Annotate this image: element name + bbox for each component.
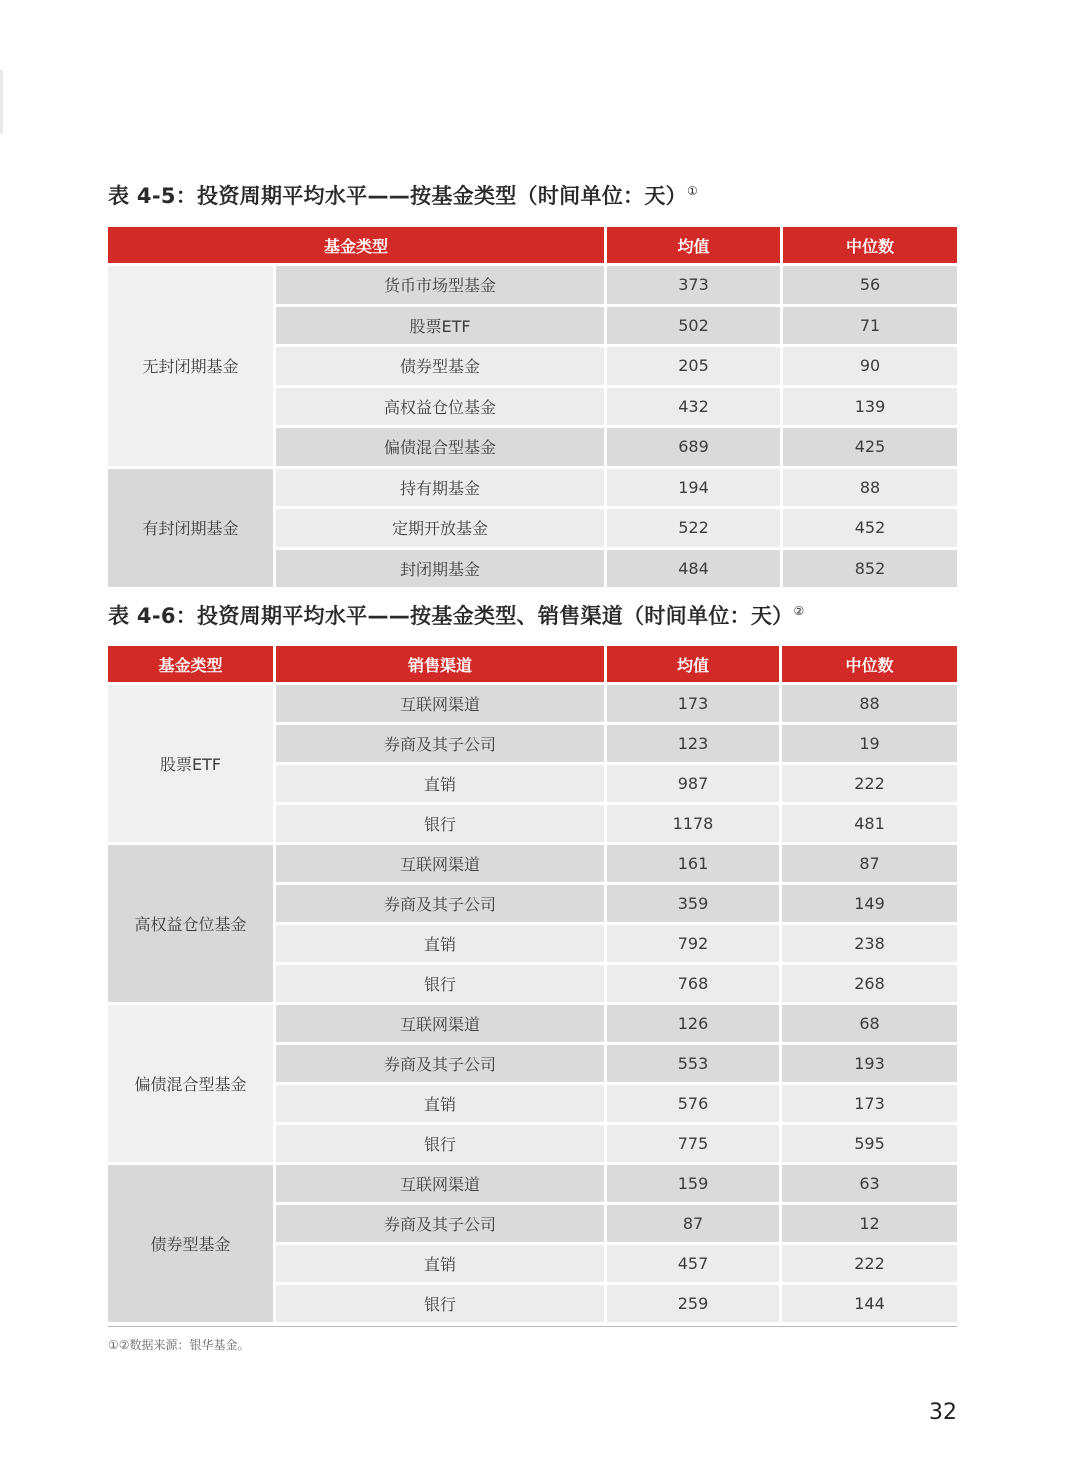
channel-cell: 互联网渠道 [276,685,604,722]
table-4-6-title-text: 表 4-6：投资周期平均水平——按基金类型、销售渠道（时间单位：天） [108,604,794,628]
median-cell: 88 [782,685,957,722]
table-row [108,845,957,882]
table-4-6 [105,643,960,1325]
footnote: ①②数据来源：银华基金。 [108,1338,250,1352]
fund-type-cell: 偏债混合型基金 [276,428,604,466]
group-label: 高权益仓位基金 [108,845,273,1002]
median-cell: 63 [782,1165,957,1202]
median-cell: 595 [782,1125,957,1162]
table-4-5-title-note: ① [686,184,699,198]
mean-cell: 987 [607,765,779,802]
median-cell: 149 [782,885,957,922]
table-4-5-title [108,180,698,210]
mean-cell: 502 [607,307,780,345]
channel-cell: 直销 [276,1085,604,1122]
mean-cell: 126 [607,1005,779,1042]
channel-cell: 银行 [276,1285,604,1322]
median-cell: 56 [783,266,957,304]
channel-cell: 券商及其子公司 [276,1045,604,1082]
channel-cell: 券商及其子公司 [276,1205,604,1242]
channel-cell: 券商及其子公司 [276,725,604,762]
channel-cell: 直销 [276,925,604,962]
mean-cell: 553 [607,1045,779,1082]
header-median: 中位数 [782,646,957,682]
channel-cell: 银行 [276,1125,604,1162]
median-cell: 19 [782,725,957,762]
mean-cell: 689 [607,428,780,466]
table-row [108,685,957,722]
mean-cell: 1178 [607,805,779,842]
median-cell: 71 [783,307,957,345]
header-fund-type: 基金类型 [108,227,604,263]
group-label: 债券型基金 [108,1165,273,1322]
mean-cell: 173 [607,685,779,722]
median-cell: 12 [782,1205,957,1242]
page-edge-marker [0,70,3,134]
table-row [108,1005,957,1042]
channel-cell: 互联网渠道 [276,845,604,882]
fund-type-cell: 持有期基金 [276,469,604,507]
median-cell: 238 [782,925,957,962]
median-cell: 139 [783,388,957,426]
table-4-5-title-text: 表 4-5：投资周期平均水平——按基金类型（时间单位：天） [108,184,687,208]
channel-cell: 直销 [276,765,604,802]
table-4-5 [105,224,960,590]
group-label: 偏债混合型基金 [108,1005,273,1162]
table-row [108,266,957,304]
table-4-6-title [108,600,805,630]
channel-cell: 银行 [276,805,604,842]
median-cell: 452 [783,509,957,547]
group-label: 无封闭期基金 [108,266,273,466]
mean-cell: 205 [607,347,780,385]
mean-cell: 432 [607,388,780,426]
header-mean: 均值 [607,646,779,682]
table-row [108,469,957,507]
channel-cell: 券商及其子公司 [276,885,604,922]
median-cell: 222 [782,765,957,802]
channel-cell: 互联网渠道 [276,1005,604,1042]
mean-cell: 484 [607,550,780,588]
fund-type-cell: 高权益仓位基金 [276,388,604,426]
mean-cell: 522 [607,509,780,547]
header-mean: 均值 [607,227,780,263]
mean-cell: 457 [607,1245,779,1282]
fund-type-cell: 货币市场型基金 [276,266,604,304]
fund-type-cell: 封闭期基金 [276,550,604,588]
channel-cell: 互联网渠道 [276,1165,604,1202]
table-row [108,1165,957,1202]
mean-cell: 576 [607,1085,779,1122]
median-cell: 425 [783,428,957,466]
mean-cell: 194 [607,469,780,507]
mean-cell: 775 [607,1125,779,1162]
header-fund-type: 基金类型 [108,646,273,682]
mean-cell: 768 [607,965,779,1002]
fund-type-cell: 股票ETF [276,307,604,345]
median-cell: 268 [782,965,957,1002]
mean-cell: 373 [607,266,780,304]
page-number: 32 [929,1400,957,1425]
mean-cell: 123 [607,725,779,762]
mean-cell: 259 [607,1285,779,1322]
median-cell: 852 [783,550,957,588]
mean-cell: 159 [607,1165,779,1202]
table-4-6-title-note: ② [793,604,805,618]
median-cell: 193 [782,1045,957,1082]
fund-type-cell: 债券型基金 [276,347,604,385]
header-median: 中位数 [783,227,957,263]
median-cell: 481 [782,805,957,842]
median-cell: 88 [783,469,957,507]
group-label: 有封闭期基金 [108,469,273,588]
channel-cell: 银行 [276,965,604,1002]
channel-cell: 直销 [276,1245,604,1282]
median-cell: 87 [782,845,957,882]
fund-type-cell: 定期开放基金 [276,509,604,547]
header-sales-channel: 销售渠道 [276,646,604,682]
median-cell: 144 [782,1285,957,1322]
mean-cell: 792 [607,925,779,962]
median-cell: 68 [782,1005,957,1042]
mean-cell: 87 [607,1205,779,1242]
group-label: 股票ETF [108,685,273,842]
mean-cell: 359 [607,885,779,922]
footnote-divider [108,1326,957,1327]
median-cell: 222 [782,1245,957,1282]
mean-cell: 161 [607,845,779,882]
median-cell: 90 [783,347,957,385]
median-cell: 173 [782,1085,957,1122]
